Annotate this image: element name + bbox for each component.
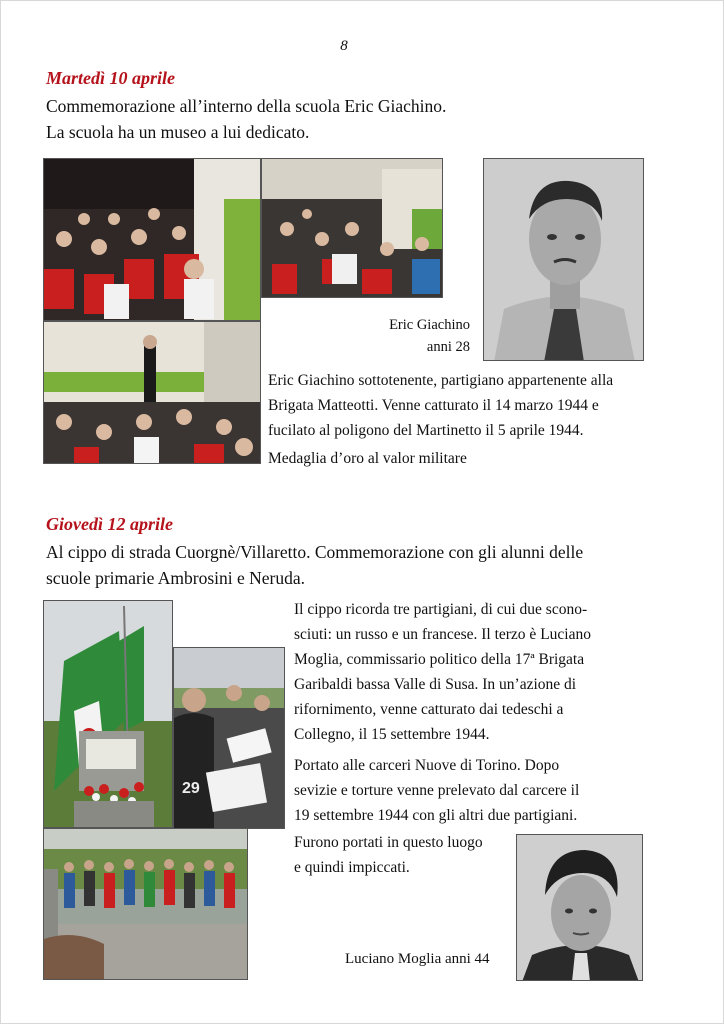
photo-children-reading [173,647,285,829]
para1-line-5: rifornimento, venne catturato dai tedeschi a [294,701,564,718]
eric-caption [360,314,470,358]
moglia-caption: Luciano Moglia anni 44 [345,951,490,967]
para1-line-3: Moglia, commissario politico della 17ª Brigata [294,651,585,668]
eric-medal: Medaglia d’oro al valor militare [268,450,467,467]
para1-line-1: Il cippo ricorda tre partigiani, di cui due scono- [294,601,588,618]
photo-memorial-flags [43,600,173,828]
photo-school-room [261,158,443,298]
moglia-paragraph-1 [294,597,639,747]
para1-line-4: Garibaldi bassa Valle di Susa. In un’azione di [294,676,577,693]
portrait-luciano-moglia [516,834,643,981]
para2-line-3: 19 settembre 1944 con gli altri due partigiani. [294,807,578,824]
page-number: 8 [340,38,348,54]
eric-caption-age: anni 28 [426,339,470,355]
section1-intro-line-1: Commemorazione all’interno della scuola Eric Giachino. [46,96,447,116]
photo-children-group [43,828,248,980]
eric-bio-line-1: Eric Giachino sottotenente, partigiano appartenente alla [268,372,614,389]
para1-line-2: sciuti: un russo e un francese. Il terzo è Luciano [294,626,591,643]
photo-school-audience [43,158,261,321]
moglia-paragraph-2 [294,753,639,828]
para2-line-2: sevizie e torture venne prelevato dal carcere il [294,782,580,799]
section2-heading: Giovedì 12 aprile [46,514,173,534]
section1-heading: Martedì 10 aprile [46,68,175,88]
section2-intro [46,539,583,591]
portrait-eric-giachino [483,158,644,361]
para3-line-2: e quindi impiccati. [294,859,410,876]
eric-bio-line-2: Brigata Matteotti. Venne catturato il 14 marzo 1944 e [268,397,599,414]
section2-intro-line-2: scuole primarie Ambrosini e Neruda. [46,568,306,588]
moglia-paragraph-3 [294,830,514,880]
para3-line-1: Furono portati in questo luogo [294,834,483,851]
para2-line-1: Portato alle carceri Nuove di Torino. Dopo [294,757,560,774]
para1-line-6: Collegno, il 15 settembre 1944. [294,726,490,743]
section1-intro-line-2: La scuola ha un museo a lui dedicato. [46,122,310,142]
eric-bio [268,368,644,443]
svg-text:29: 29 [182,780,200,797]
photo-school-speaker [43,321,261,464]
eric-caption-name: Eric Giachino [389,317,470,333]
eric-bio-line-3: fucilato al poligono del Martinetto il 5 aprile 1944. [268,422,584,439]
section2-intro-line-1: Al cippo di strada Cuorgnè/Villaretto. Commemorazione con gli alunni delle [46,542,584,562]
section1-intro [46,93,446,145]
